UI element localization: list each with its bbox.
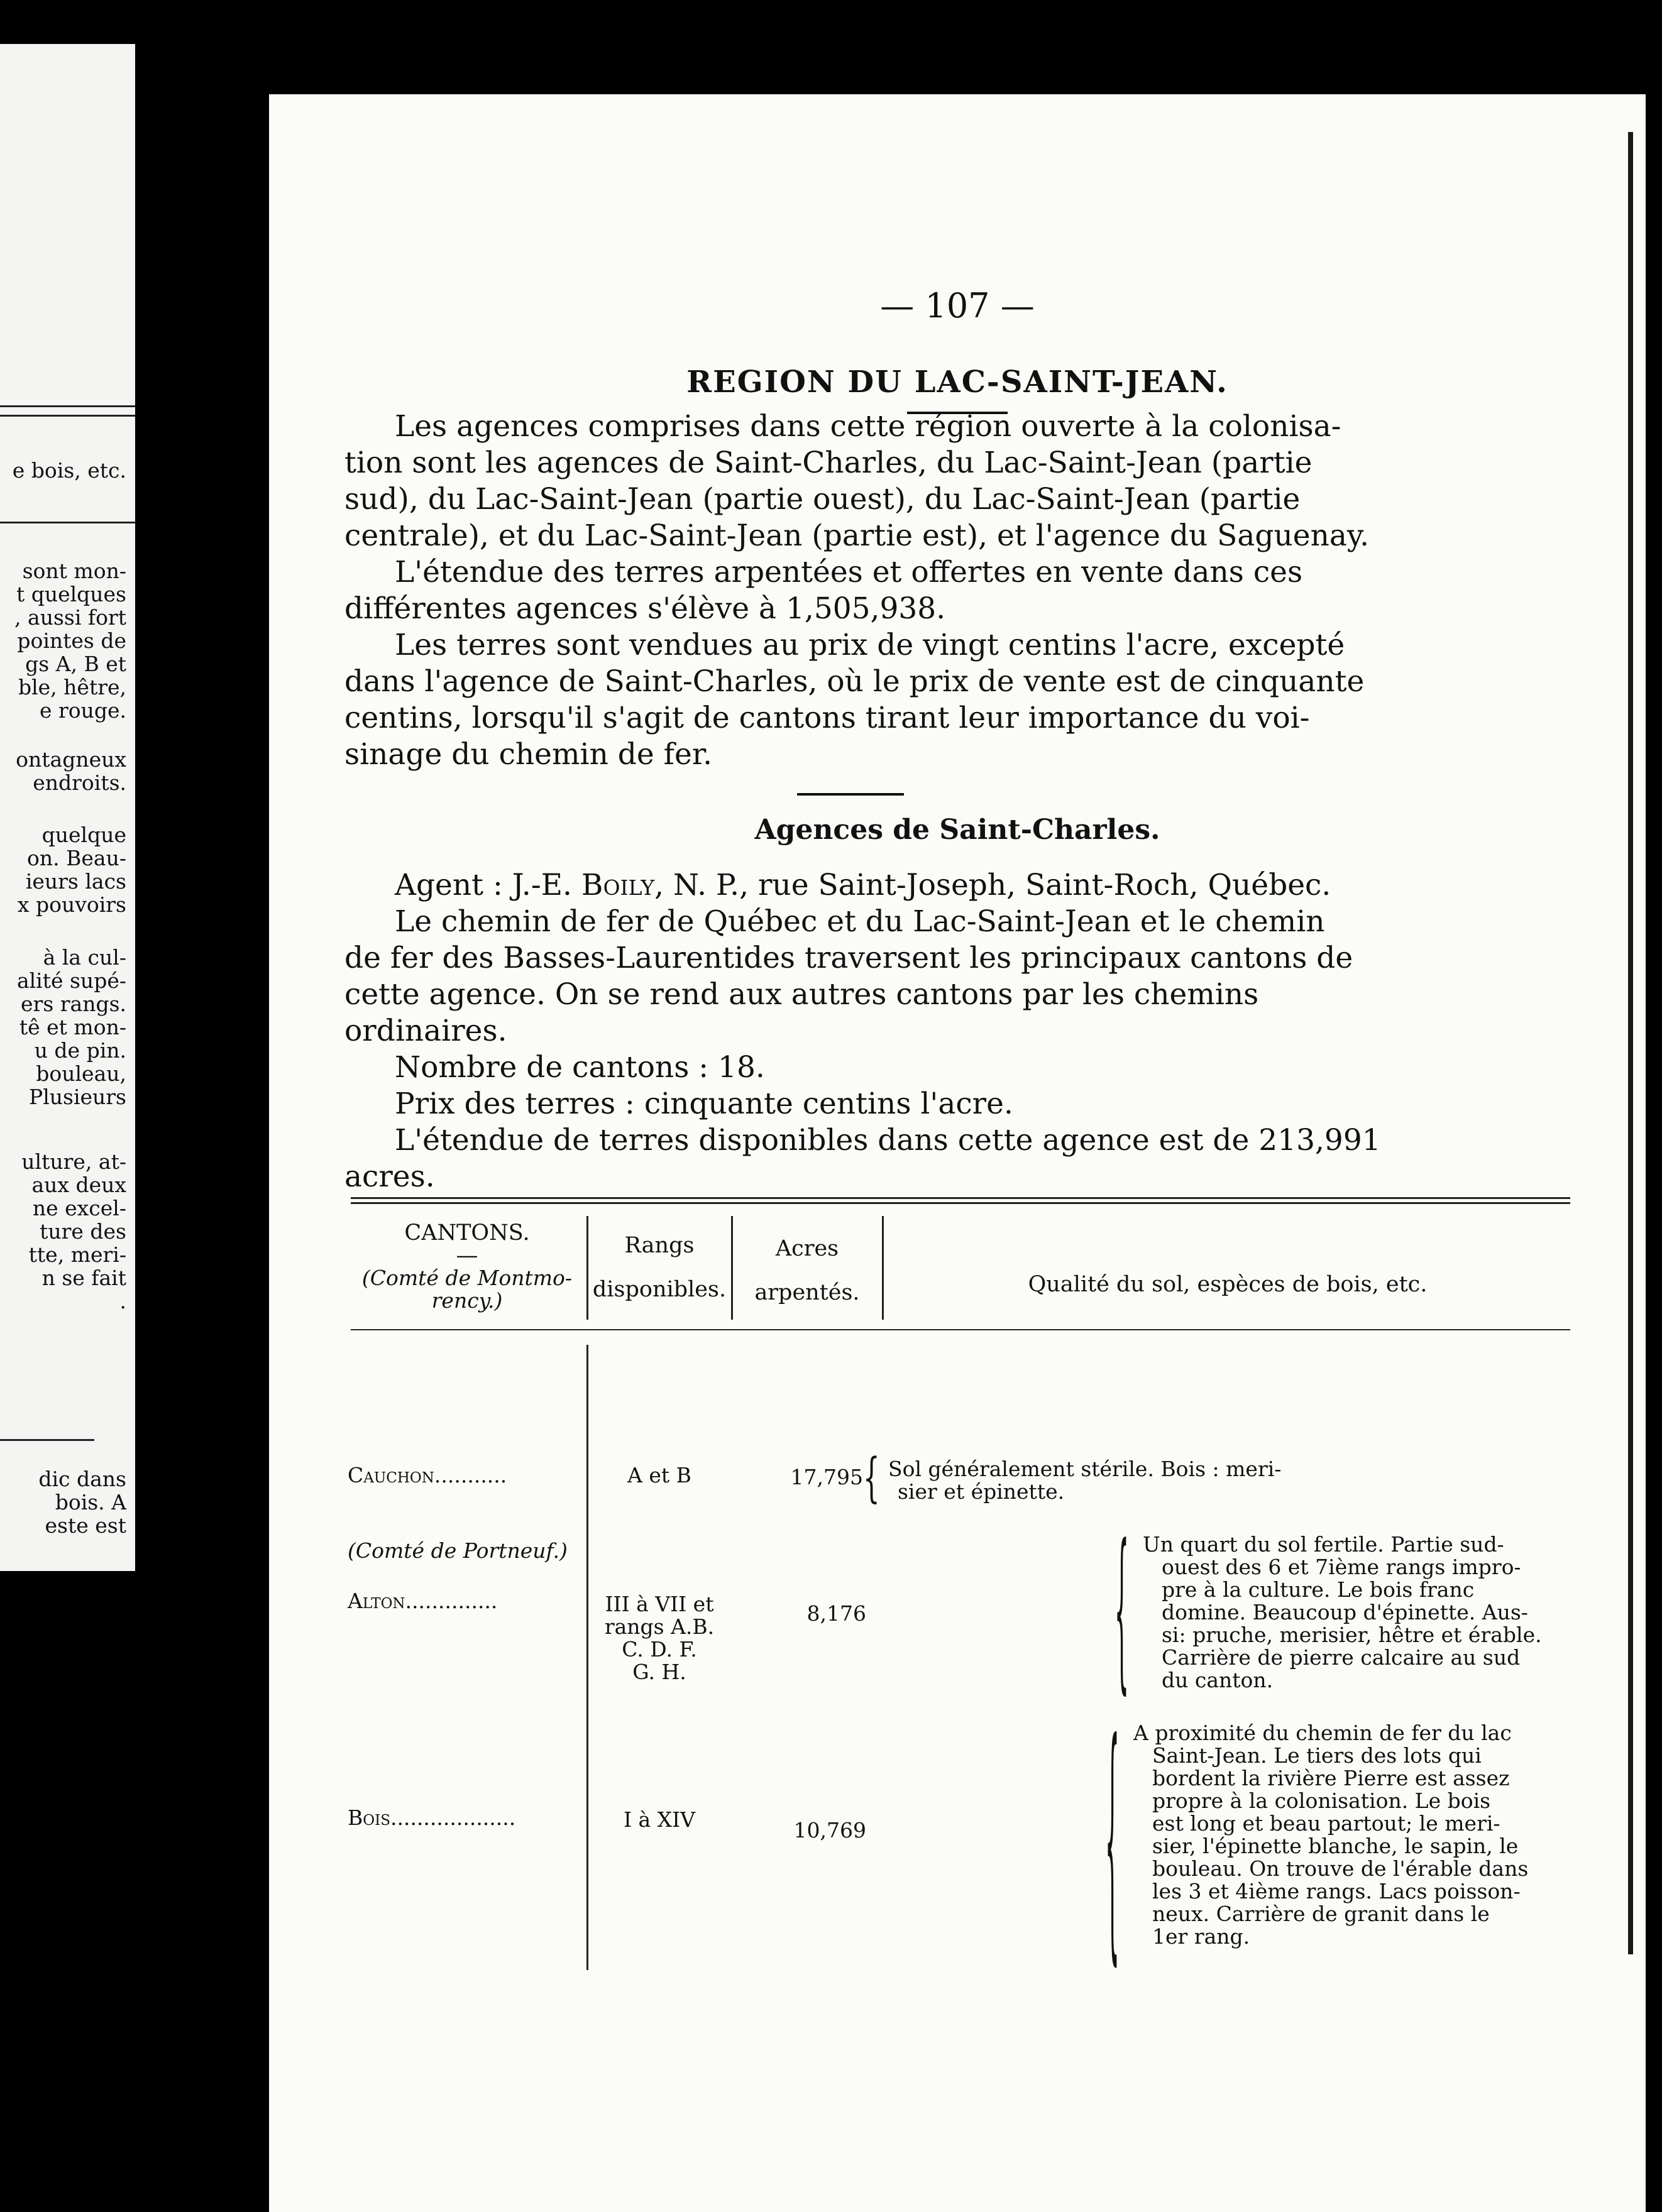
section-title: REGION DU LAC-SAINT-JEAN. (686, 364, 1228, 400)
left-text-fragment: e rouge. (39, 698, 126, 723)
text-line: acres. (344, 1159, 435, 1194)
page-number: — 107 — (880, 286, 1035, 326)
left-text-fragment: este est (45, 1513, 126, 1538)
acres-value: 10,769 (793, 1818, 866, 1842)
rangs-value: A et B (627, 1463, 691, 1487)
header-qualite: Qualité du sol, espèces de bois, etc. (1028, 1272, 1428, 1297)
qualite-line: bouleau. On trouve de l'érable dans (1152, 1856, 1529, 1881)
left-text-fragment: ulture, at- (21, 1149, 126, 1174)
table-header-rule (351, 1329, 1570, 1330)
left-text-fragment: ble, hêtre, (18, 675, 126, 699)
qualite-line: Un quart du sol fertile. Partie sud- (1143, 1532, 1504, 1557)
left-text-fragment: . (119, 1289, 126, 1313)
rangs-value: III à VII et (605, 1592, 714, 1616)
left-text-fragment: on. Beau- (27, 846, 126, 870)
section-divider (797, 793, 904, 796)
left-page-fragment (0, 44, 135, 1571)
qualite-line: Saint-Jean. Le tiers des lots qui (1152, 1743, 1482, 1768)
left-text-fragment: pointes de (17, 628, 126, 653)
qualite-line: A proximité du chemin de fer du lac (1133, 1721, 1512, 1745)
left-page-rule (0, 522, 135, 523)
qualite-line: du canton. (1162, 1668, 1274, 1692)
left-text-fragment: , aussi fort (14, 605, 126, 630)
left-page-rule (0, 415, 135, 417)
qualite-line: Carrière de pierre calcaire au sud (1162, 1645, 1521, 1670)
qualite-line: est long et beau partout; le meri- (1152, 1811, 1500, 1836)
left-text-fragment: alité supé- (16, 968, 126, 993)
header-acres: arpentés. (754, 1280, 860, 1305)
text-line: Les terres sont vendues au prix de vingt centins l'acre, excepté (395, 628, 1345, 662)
left-page-rule (0, 1439, 94, 1441)
qualite-line: sier, l'épinette blanche, le sapin, le (1152, 1834, 1519, 1858)
left-text-fragment: à la cul- (43, 945, 126, 970)
left-text-fragment: quelque (41, 823, 126, 847)
left-text-fragment: ontagneux (16, 747, 126, 772)
header-rangs: disponibles. (592, 1277, 727, 1302)
acres-value: 8,176 (806, 1601, 866, 1626)
rangs-value: I à XIV (623, 1807, 696, 1832)
text-line: sud), du Lac-Saint-Jean (partie ouest), du Lac-Saint-Jean (partie (344, 482, 1301, 517)
leader-dots: ........... (434, 1463, 507, 1487)
canton-name (348, 1807, 515, 1829)
document-page (269, 94, 1646, 2212)
text-line: Le chemin de fer de Québec et du Lac-Saint-Jean et le chemin (395, 904, 1325, 939)
text-line: Les agences comprises dans cette région ouverte à la colonisa- (395, 409, 1341, 444)
qualite-line: les 3 et 4ième rangs. Lacs poisson- (1152, 1879, 1521, 1903)
leader-dots: .............. (405, 1589, 498, 1613)
canton-name (348, 1464, 507, 1487)
left-text-fragment: ture des (40, 1219, 126, 1244)
left-page-rule (0, 405, 135, 407)
left-text-fragment: sont mon- (22, 559, 126, 583)
text-line: cette agence. On se rend aux autres cantons par les chemins (344, 977, 1259, 1012)
qualite-line: sier et épinette. (898, 1479, 1065, 1504)
agent-line (344, 867, 1586, 904)
text-line: L'étendue de terres disponibles dans cette agence est de 213,991 (395, 1123, 1381, 1158)
qualite-line: neux. Carrière de granit dans le (1152, 1902, 1490, 1926)
left-text-fragment: endroits. (33, 770, 126, 795)
canton-label: Cauchon (348, 1463, 434, 1487)
col-divider (586, 1345, 588, 1970)
left-text-fragment: tte, meri- (28, 1242, 126, 1267)
text-line: centins, lorsqu'il s'agit de cantons tirant leur importance du voi- (344, 701, 1310, 735)
left-text-fragment: tê et mon- (19, 1015, 126, 1039)
brace-icon: { (1114, 1509, 1129, 1711)
left-text-fragment: aux deux (31, 1173, 126, 1197)
text-line: Nombre de cantons : 18. (395, 1050, 765, 1085)
table-top-rule (351, 1202, 1570, 1204)
header-acres: Acres (775, 1236, 839, 1261)
qualite-line: domine. Beaucoup d'épinette. Aus- (1162, 1600, 1528, 1624)
left-text-fragment: n se fait (41, 1266, 126, 1290)
rangs-value: rangs A.B. (604, 1614, 715, 1639)
header-dash: — (456, 1243, 478, 1268)
page-edge (1628, 132, 1633, 1954)
header-comte: (Comté de Montmo- (361, 1266, 573, 1290)
county-label: (Comté de Portneuf.) (348, 1538, 568, 1563)
text-line: sinage du chemin de fer. (344, 737, 713, 772)
col-divider (586, 1216, 588, 1320)
qualite-line: Sol généralement stérile. Bois : meri- (888, 1457, 1282, 1481)
brace-icon: { (863, 1447, 880, 1509)
text-line: dans l'agence de Saint-Charles, où le prix de vente est de cinquante (344, 664, 1365, 699)
text-line: centrale), et du Lac-Saint-Jean (partie est), et l'agence du Saguenay. (344, 518, 1370, 553)
qualite-line: pre à la culture. Le bois franc (1162, 1577, 1475, 1602)
left-text-fragment: Plusieurs (29, 1085, 126, 1109)
text-line: de fer des Basses-Laurentides traversent les principaux cantons de (344, 941, 1353, 975)
col-divider (731, 1216, 733, 1320)
canton-name (348, 1590, 497, 1612)
brace-icon: { (1105, 1691, 1120, 1988)
subsection-title: Agences de Saint-Charles. (754, 814, 1160, 846)
text-line: différentes agences s'élève à 1,505,938. (344, 591, 946, 626)
agent-label: Agent : (395, 868, 503, 902)
intro-paragraphs (344, 408, 1586, 773)
left-text-fragment: gs A, B et (25, 652, 126, 676)
left-text-fragment: ers rangs. (21, 992, 126, 1016)
left-text-fragment: ieurs lacs (25, 869, 126, 894)
header-rangs: Rangs (624, 1233, 695, 1258)
rangs-value: C. D. F. (622, 1637, 697, 1662)
text-line: ordinaires. (344, 1014, 507, 1048)
col-divider (882, 1216, 884, 1320)
qualite-line: propre à la colonisation. Le bois (1152, 1788, 1491, 1813)
header-cantons: CANTONS. (404, 1220, 530, 1246)
left-text-fragment: u de pin. (34, 1038, 126, 1063)
rangs-value: G. H. (632, 1660, 686, 1684)
acres-value: 17,795 (790, 1465, 863, 1489)
agent-name: J.-E. Boily (512, 868, 655, 902)
text-line: Prix des terres : cinquante centins l'acre. (395, 1087, 1013, 1121)
left-text-fragment: x pouvoirs (17, 892, 126, 917)
text-line: tion sont les agences de Saint-Charles, du Lac-Saint-Jean (partie (344, 446, 1313, 480)
qualite-line: ouest des 6 et 7ième rangs impro- (1162, 1555, 1521, 1579)
canton-label: Bois (348, 1805, 390, 1830)
leader-dots: ................... (390, 1805, 516, 1830)
agent-address: , N. P., rue Saint-Joseph, Saint-Roch, Québec. (654, 868, 1331, 902)
left-text-fragment: dic dans (38, 1467, 126, 1491)
canton-label: Alton (348, 1589, 405, 1613)
left-text-fragment: bouleau, (36, 1061, 126, 1086)
qualite-line: si: pruche, merisier, hêtre et érable. (1162, 1623, 1542, 1647)
table-top-rule (351, 1197, 1570, 1199)
header-comte: rency.) (431, 1288, 503, 1313)
agency-paragraphs (344, 867, 1586, 1195)
text-line: L'étendue des terres arpentées et offertes en vente dans ces (395, 555, 1303, 589)
left-text-fragment: bois. A (55, 1490, 126, 1514)
left-text-fragment: t quelques (16, 582, 126, 606)
qualite-line: bordent la rivière Pierre est assez (1152, 1766, 1510, 1790)
left-text-fragment: ne excel- (32, 1196, 126, 1220)
left-text-fragment: e bois, etc. (12, 458, 126, 483)
qualite-line: 1er rang. (1152, 1924, 1250, 1949)
